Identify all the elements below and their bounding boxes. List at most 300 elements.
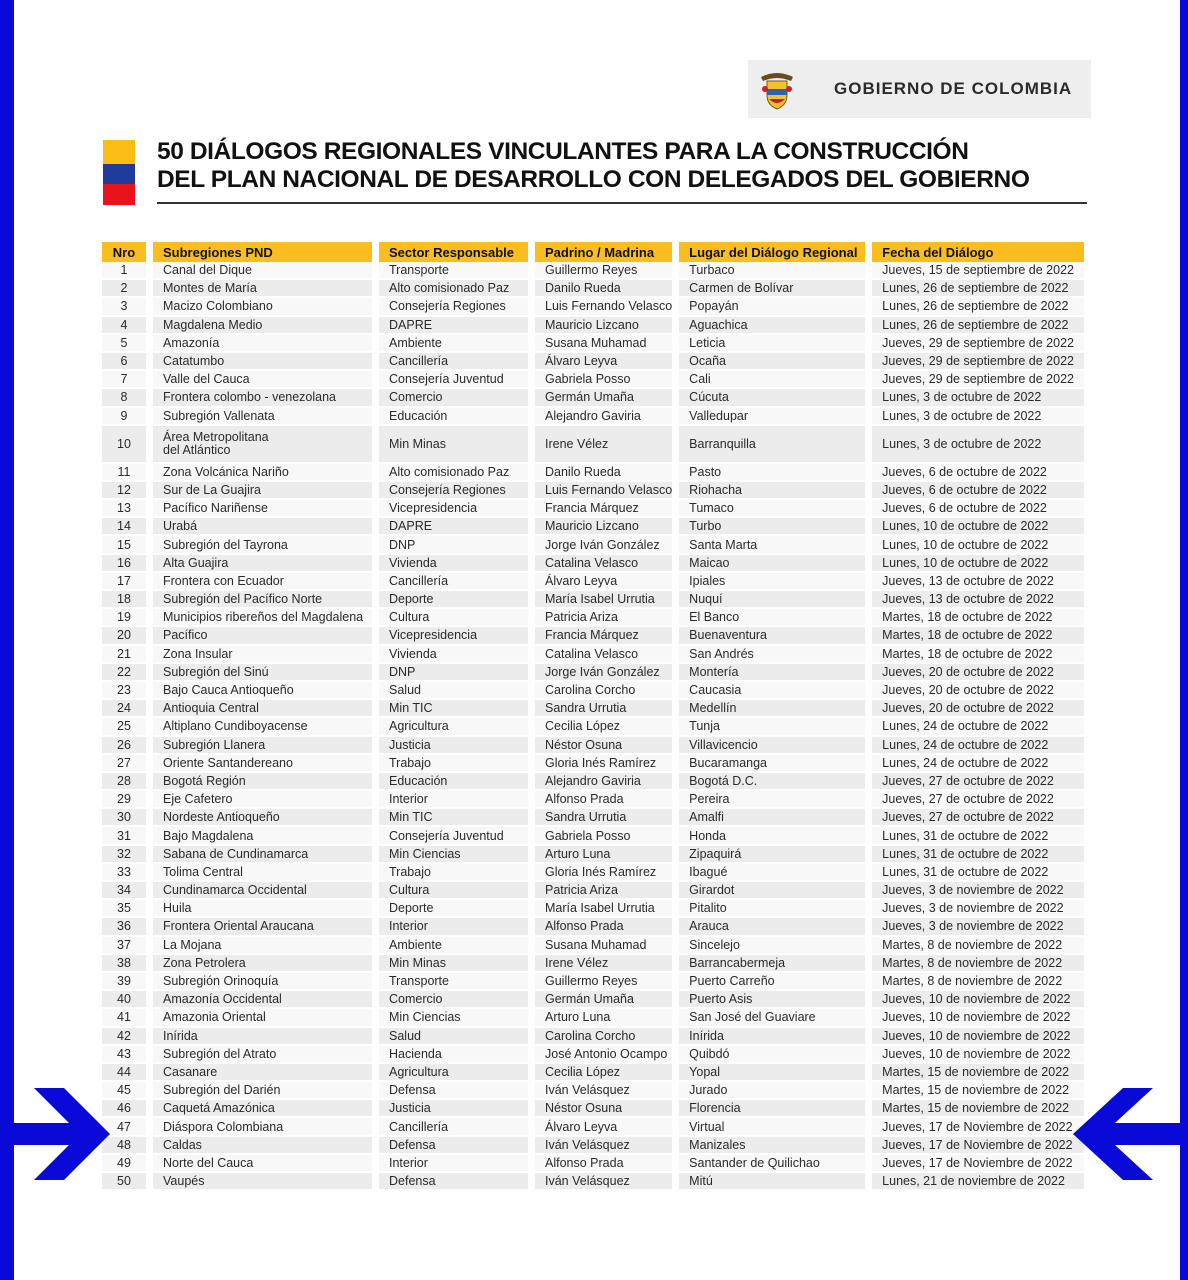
cell-nro: 11 <box>102 464 146 482</box>
cell-subregion: Frontera con Ecuador <box>153 573 372 591</box>
table-row <box>102 389 1084 407</box>
cell-sponsor: Carolina Corcho <box>535 682 672 700</box>
cell-date: Lunes, 3 de octubre de 2022 <box>872 389 1084 407</box>
coat-of-arms-icon <box>748 60 806 118</box>
cell-subregion: Bajo Magdalena <box>153 827 372 845</box>
cell-sector: Trabajo <box>379 755 528 773</box>
cell-sponsor: Gloria Inés Ramírez <box>535 755 672 773</box>
cell-sector: Vivienda <box>379 555 528 573</box>
cell-date: Jueves, 10 de noviembre de 2022 <box>872 1046 1084 1064</box>
cell-nro: 29 <box>102 791 146 809</box>
table-row <box>102 482 1084 500</box>
cell-location: San José del Guaviare <box>679 1009 865 1027</box>
cell-subregion: Sur de La Guajira <box>153 482 372 500</box>
table-row <box>102 1028 1084 1046</box>
cell-date: Martes, 15 de noviembre de 2022 <box>872 1064 1084 1082</box>
cell-sector: Comercio <box>379 389 528 407</box>
cell-date: Lunes, 21 de noviembre de 2022 <box>872 1173 1084 1191</box>
table-row <box>102 609 1084 627</box>
cell-sponsor: María Isabel Urrutia <box>535 591 672 609</box>
cell-sponsor: Mauricio Lizcano <box>535 317 672 335</box>
cell-sector: Cultura <box>379 609 528 627</box>
cell-date: Jueves, 15 de septiembre de 2022 <box>872 262 1084 280</box>
cell-sponsor: Sandra Urrutia <box>535 700 672 718</box>
cell-nro: 44 <box>102 1064 146 1082</box>
table-row <box>102 317 1084 335</box>
cell-location: Turbo <box>679 518 865 536</box>
cell-location: Leticia <box>679 335 865 353</box>
cell-nro: 15 <box>102 536 146 554</box>
cell-location: Caucasia <box>679 682 865 700</box>
cell-location: Carmen de Bolívar <box>679 280 865 298</box>
cell-date: Lunes, 10 de octubre de 2022 <box>872 536 1084 554</box>
cell-sponsor: Francia Márquez <box>535 627 672 645</box>
table-row <box>102 464 1084 482</box>
cell-date: Jueves, 27 de octubre de 2022 <box>872 773 1084 791</box>
cell-subregion: Tolima Central <box>153 864 372 882</box>
cell-sector: Educación <box>379 408 528 426</box>
cell-sponsor: Alfonso Prada <box>535 918 672 936</box>
cell-location: Popayán <box>679 298 865 316</box>
table-row <box>102 1082 1084 1100</box>
cell-subregion: Subregión Llanera <box>153 737 372 755</box>
cell-sector: Interior <box>379 918 528 936</box>
cell-nro: 21 <box>102 646 146 664</box>
cell-nro: 46 <box>102 1100 146 1118</box>
cell-nro: 28 <box>102 773 146 791</box>
table-row <box>102 1064 1084 1082</box>
cell-date: Lunes, 31 de octubre de 2022 <box>872 846 1084 864</box>
cell-date: Jueves, 29 de septiembre de 2022 <box>872 353 1084 371</box>
table-row <box>102 900 1084 918</box>
cell-sector: Cancillería <box>379 573 528 591</box>
cell-location: Honda <box>679 827 865 845</box>
cell-subregion: Catatumbo <box>153 353 372 371</box>
left-arrow-right-icon <box>1073 1088 1188 1180</box>
cell-sector: DAPRE <box>379 317 528 335</box>
cell-nro: 43 <box>102 1046 146 1064</box>
cell-date: Lunes, 24 de octubre de 2022 <box>872 737 1084 755</box>
cell-nro: 36 <box>102 918 146 936</box>
cell-date: Lunes, 26 de septiembre de 2022 <box>872 298 1084 316</box>
cell-sector: Vicepresidencia <box>379 627 528 645</box>
table-body <box>102 262 1084 1191</box>
cell-subregion: Subregión del Atrato <box>153 1046 372 1064</box>
cell-subregion: Subregión del Tayrona <box>153 536 372 554</box>
cell-sponsor: Cecilia López <box>535 1064 672 1082</box>
cell-sector: Agricultura <box>379 1064 528 1082</box>
table-row <box>102 1173 1084 1191</box>
table-row <box>102 664 1084 682</box>
cell-subregion: Caquetá Amazónica <box>153 1100 372 1118</box>
cell-nro: 50 <box>102 1173 146 1191</box>
title-underline <box>157 202 1087 204</box>
cell-nro: 5 <box>102 335 146 353</box>
table-row <box>102 882 1084 900</box>
cell-subregion: Pacífico <box>153 627 372 645</box>
table-row <box>102 973 1084 991</box>
cell-sponsor: Germán Umaña <box>535 991 672 1009</box>
table-row <box>102 1009 1084 1027</box>
cell-location: Florencia <box>679 1100 865 1118</box>
header-sponsor: Padrino / Madrina <box>535 242 672 262</box>
table-row <box>102 791 1084 809</box>
cell-nro: 49 <box>102 1155 146 1173</box>
cell-subregion: Altiplano Cundiboyacense <box>153 718 372 736</box>
table-row <box>102 773 1084 791</box>
cell-location: El Banco <box>679 609 865 627</box>
cell-nro: 26 <box>102 737 146 755</box>
cell-date: Lunes, 24 de octubre de 2022 <box>872 718 1084 736</box>
cell-nro: 6 <box>102 353 146 371</box>
cell-location: Santa Marta <box>679 536 865 554</box>
cell-date: Jueves, 13 de octubre de 2022 <box>872 591 1084 609</box>
cell-sector: Ambiente <box>379 937 528 955</box>
cell-subregion: Amazonía Occidental <box>153 991 372 1009</box>
cell-sector: Hacienda <box>379 1046 528 1064</box>
cell-date: Martes, 18 de octubre de 2022 <box>872 609 1084 627</box>
cell-location: Cali <box>679 371 865 389</box>
cell-location: Mitú <box>679 1173 865 1191</box>
cell-date: Jueves, 27 de octubre de 2022 <box>872 791 1084 809</box>
cell-subregion: Zona Petrolera <box>153 955 372 973</box>
cell-location: Tumaco <box>679 500 865 518</box>
cell-nro: 10 <box>102 426 146 464</box>
cell-subregion: Subregión del Darién <box>153 1082 372 1100</box>
table-row <box>102 627 1084 645</box>
cell-nro: 48 <box>102 1137 146 1155</box>
cell-sponsor: María Isabel Urrutia <box>535 900 672 918</box>
cell-date: Lunes, 10 de octubre de 2022 <box>872 555 1084 573</box>
cell-sponsor: Patricia Ariza <box>535 609 672 627</box>
cell-subregion: Eje Cafetero <box>153 791 372 809</box>
cell-sector: DAPRE <box>379 518 528 536</box>
table-row <box>102 555 1084 573</box>
cell-subregion: Caldas <box>153 1137 372 1155</box>
cell-sponsor: Luis Fernando Velasco <box>535 482 672 500</box>
cell-date: Jueves, 20 de octubre de 2022 <box>872 700 1084 718</box>
header-location: Lugar del Diálogo Regional <box>679 242 865 262</box>
cell-subregion: Bogotá Región <box>153 773 372 791</box>
table-row <box>102 500 1084 518</box>
cell-nro: 18 <box>102 591 146 609</box>
cell-nro: 27 <box>102 755 146 773</box>
cell-subregion: Frontera colombo - venezolana <box>153 389 372 407</box>
cell-sponsor: Alejandro Gaviria <box>535 773 672 791</box>
cell-nro: 39 <box>102 973 146 991</box>
cell-sponsor: Gloria Inés Ramírez <box>535 864 672 882</box>
cell-sponsor: Guillermo Reyes <box>535 973 672 991</box>
cell-sector: Salud <box>379 682 528 700</box>
cell-nro: 35 <box>102 900 146 918</box>
cell-sponsor: Danilo Rueda <box>535 280 672 298</box>
table-row <box>102 1137 1084 1155</box>
cell-sector: Deporte <box>379 591 528 609</box>
cell-subregion: Bajo Cauca Antioqueño <box>153 682 372 700</box>
cell-date: Lunes, 24 de octubre de 2022 <box>872 755 1084 773</box>
table-row <box>102 298 1084 316</box>
cell-location: Riohacha <box>679 482 865 500</box>
table-row <box>102 573 1084 591</box>
cell-subregion: Amazonia Oriental <box>153 1009 372 1027</box>
cell-sector: Cancillería <box>379 1118 528 1136</box>
cell-nro: 4 <box>102 317 146 335</box>
cell-date: Jueves, 10 de noviembre de 2022 <box>872 991 1084 1009</box>
cell-date: Lunes, 10 de octubre de 2022 <box>872 518 1084 536</box>
cell-subregion: Nordeste Antioqueño <box>153 809 372 827</box>
cell-sector: DNP <box>379 664 528 682</box>
cell-nro: 17 <box>102 573 146 591</box>
cell-location: Quibdó <box>679 1046 865 1064</box>
cell-date: Martes, 8 de noviembre de 2022 <box>872 955 1084 973</box>
cell-sponsor: Danilo Rueda <box>535 464 672 482</box>
cell-location: Ibagué <box>679 864 865 882</box>
table-row <box>102 864 1084 882</box>
cell-sector: Trabajo <box>379 864 528 882</box>
cell-subregion: Pacífico Nariñense <box>153 500 372 518</box>
header-date: Fecha del Diálogo <box>872 242 1084 262</box>
cell-sponsor: Guillermo Reyes <box>535 262 672 280</box>
cell-sector: Min Ciencias <box>379 1009 528 1027</box>
cell-sector: Min TIC <box>379 809 528 827</box>
cell-sector: Consejería Regiones <box>379 298 528 316</box>
cell-location: Virtual <box>679 1118 865 1136</box>
cell-subregion: Oriente Santandereano <box>153 755 372 773</box>
cell-location: Yopal <box>679 1064 865 1082</box>
cell-sponsor: Germán Umaña <box>535 389 672 407</box>
cell-sponsor: Alfonso Prada <box>535 791 672 809</box>
cell-date: Lunes, 3 de octubre de 2022 <box>872 408 1084 426</box>
page-title <box>157 138 1029 194</box>
cell-nro: 31 <box>102 827 146 845</box>
cell-date: Lunes, 26 de septiembre de 2022 <box>872 317 1084 335</box>
cell-date: Jueves, 17 de Noviembre de 2022 <box>872 1155 1084 1173</box>
cell-date: Jueves, 29 de septiembre de 2022 <box>872 371 1084 389</box>
cell-subregion: Subregión Vallenata <box>153 408 372 426</box>
cell-subregion: Municipios ribereños del Magdalena <box>153 609 372 627</box>
cell-location: Sincelejo <box>679 937 865 955</box>
cell-nro: 38 <box>102 955 146 973</box>
cell-date: Jueves, 6 de octubre de 2022 <box>872 482 1084 500</box>
cell-location: Bucaramanga <box>679 755 865 773</box>
cell-nro: 32 <box>102 846 146 864</box>
cell-sector: Cancillería <box>379 353 528 371</box>
government-logo-banner <box>748 60 1091 118</box>
cell-sponsor: Alfonso Prada <box>535 1155 672 1173</box>
cell-subregion: Norte del Cauca <box>153 1155 372 1173</box>
cell-date: Lunes, 26 de septiembre de 2022 <box>872 280 1084 298</box>
cell-subregion: Zona Volcánica Nariño <box>153 464 372 482</box>
table-row <box>102 536 1084 554</box>
cell-location: Ocaña <box>679 353 865 371</box>
cell-nro: 33 <box>102 864 146 882</box>
cell-location: Cúcuta <box>679 389 865 407</box>
cell-sponsor: Álvaro Leyva <box>535 353 672 371</box>
title-line-2: DEL PLAN NACIONAL DE DESARROLLO CON DELEGADOS DEL GOBIERNO <box>157 166 1030 193</box>
cell-sector: Transporte <box>379 973 528 991</box>
cell-subregion: Subregión Orinoquía <box>153 973 372 991</box>
cell-nro: 22 <box>102 664 146 682</box>
cell-location: Aguachica <box>679 317 865 335</box>
cell-sponsor: Sandra Urrutia <box>535 809 672 827</box>
cell-sponsor: Cecilia López <box>535 718 672 736</box>
cell-subregion: Canal del Dique <box>153 262 372 280</box>
table-row <box>102 408 1084 426</box>
cell-nro: 24 <box>102 700 146 718</box>
cell-subregion: Subregión del Pacífico Norte <box>153 591 372 609</box>
cell-nro: 30 <box>102 809 146 827</box>
cell-location: Buenaventura <box>679 627 865 645</box>
cell-sector: Educación <box>379 773 528 791</box>
cell-subregion: Alta Guajira <box>153 555 372 573</box>
cell-nro: 14 <box>102 518 146 536</box>
cell-sector: Justicia <box>379 1100 528 1118</box>
cell-date: Jueves, 17 de Noviembre de 2022 <box>872 1137 1084 1155</box>
cell-date: Jueves, 10 de noviembre de 2022 <box>872 1009 1084 1027</box>
table-row <box>102 646 1084 664</box>
cell-sponsor: Irene Vélez <box>535 426 672 464</box>
table-row <box>102 700 1084 718</box>
cell-nro: 20 <box>102 627 146 645</box>
cell-location: Turbaco <box>679 262 865 280</box>
cell-sponsor: Catalina Velasco <box>535 646 672 664</box>
cell-location: Puerto Carreño <box>679 973 865 991</box>
table-row <box>102 1100 1084 1118</box>
cell-sector: Alto comisionado Paz <box>379 280 528 298</box>
cell-date: Martes, 15 de noviembre de 2022 <box>872 1100 1084 1118</box>
cell-sponsor: Susana Muhamad <box>535 937 672 955</box>
cell-nro: 47 <box>102 1118 146 1136</box>
cell-sponsor: Francia Márquez <box>535 500 672 518</box>
cell-date: Jueves, 10 de noviembre de 2022 <box>872 1028 1084 1046</box>
cell-sponsor: Arturo Luna <box>535 846 672 864</box>
cell-location: Santander de Quilichao <box>679 1155 865 1173</box>
table-row <box>102 918 1084 936</box>
cell-sector: DNP <box>379 536 528 554</box>
cell-sponsor: Arturo Luna <box>535 1009 672 1027</box>
cell-location: Puerto Asis <box>679 991 865 1009</box>
cell-location: Tunja <box>679 718 865 736</box>
cell-subregion: Valle del Cauca <box>153 371 372 389</box>
cell-nro: 40 <box>102 991 146 1009</box>
cell-location: Bogotá D.C. <box>679 773 865 791</box>
table-row <box>102 755 1084 773</box>
cell-location: Amalfi <box>679 809 865 827</box>
cell-subregion: Urabá <box>153 518 372 536</box>
table-row <box>102 991 1084 1009</box>
cell-subregion: Magdalena Medio <box>153 317 372 335</box>
cell-subregion: La Mojana <box>153 937 372 955</box>
table-header-row <box>102 242 1084 262</box>
header-subregion: Subregiones PND <box>153 242 372 262</box>
cell-sector: Defensa <box>379 1082 528 1100</box>
cell-location: Arauca <box>679 918 865 936</box>
table-row <box>102 335 1084 353</box>
cell-location: Manizales <box>679 1137 865 1155</box>
cell-sponsor: José Antonio Ocampo <box>535 1046 672 1064</box>
table-row <box>102 809 1084 827</box>
cell-date: Jueves, 3 de noviembre de 2022 <box>872 918 1084 936</box>
table-row <box>102 262 1084 280</box>
table-row <box>102 1046 1084 1064</box>
cell-nro: 25 <box>102 718 146 736</box>
cell-date: Jueves, 3 de noviembre de 2022 <box>872 900 1084 918</box>
colombia-flag-icon <box>103 140 135 205</box>
cell-nro: 37 <box>102 937 146 955</box>
cell-location: Pitalito <box>679 900 865 918</box>
cell-location: Barrancabermeja <box>679 955 865 973</box>
cell-sponsor: Catalina Velasco <box>535 555 672 573</box>
cell-sponsor: Alejandro Gaviria <box>535 408 672 426</box>
cell-sector: Consejería Juventud <box>379 371 528 389</box>
cell-location: Ipiales <box>679 573 865 591</box>
cell-date: Jueves, 13 de octubre de 2022 <box>872 573 1084 591</box>
cell-sector: Justicia <box>379 737 528 755</box>
cell-sector: Cultura <box>379 882 528 900</box>
cell-subregion: Área Metropolitana del Atlántico <box>153 426 372 464</box>
cell-sponsor: Néstor Osuna <box>535 737 672 755</box>
cell-subregion: Diáspora Colombiana <box>153 1118 372 1136</box>
cell-sponsor: Iván Velásquez <box>535 1173 672 1191</box>
table-row <box>102 518 1084 536</box>
cell-location: Montería <box>679 664 865 682</box>
cell-date: Jueves, 27 de octubre de 2022 <box>872 809 1084 827</box>
cell-subregion: Subregión del Sinú <box>153 664 372 682</box>
right-arrow-left-icon <box>0 1088 110 1180</box>
cell-sector: Min Ciencias <box>379 846 528 864</box>
cell-nro: 12 <box>102 482 146 500</box>
cell-nro: 2 <box>102 280 146 298</box>
table-row <box>102 280 1084 298</box>
table-row <box>102 371 1084 389</box>
cell-sponsor: Patricia Ariza <box>535 882 672 900</box>
table-row <box>102 737 1084 755</box>
government-label: GOBIERNO DE COLOMBIA <box>834 79 1073 98</box>
cell-nro: 3 <box>102 298 146 316</box>
cell-location: Zipaquirá <box>679 846 865 864</box>
cell-date: Jueves, 29 de septiembre de 2022 <box>872 335 1084 353</box>
cell-sponsor: Jorge Iván González <box>535 664 672 682</box>
cell-sponsor: Jorge Iván González <box>535 536 672 554</box>
table-row <box>102 682 1084 700</box>
cell-location: Nuquí <box>679 591 865 609</box>
cell-date: Jueves, 6 de octubre de 2022 <box>872 500 1084 518</box>
table-row <box>102 591 1084 609</box>
cell-nro: 19 <box>102 609 146 627</box>
cell-sponsor: Gabriela Posso <box>535 827 672 845</box>
cell-sponsor: Iván Velásquez <box>535 1082 672 1100</box>
cell-subregion: Frontera Oriental Araucana <box>153 918 372 936</box>
cell-date: Martes, 15 de noviembre de 2022 <box>872 1082 1084 1100</box>
cell-location: Villavicencio <box>679 737 865 755</box>
cell-sponsor: Néstor Osuna <box>535 1100 672 1118</box>
cell-date: Martes, 18 de octubre de 2022 <box>872 646 1084 664</box>
table-row <box>102 426 1084 464</box>
cell-date: Jueves, 20 de octubre de 2022 <box>872 664 1084 682</box>
cell-sector: Interior <box>379 791 528 809</box>
cell-nro: 13 <box>102 500 146 518</box>
cell-nro: 42 <box>102 1028 146 1046</box>
cell-sector: Vicepresidencia <box>379 500 528 518</box>
table-row <box>102 1155 1084 1173</box>
table-row <box>102 937 1084 955</box>
cell-sector: Vivienda <box>379 646 528 664</box>
cell-nro: 41 <box>102 1009 146 1027</box>
table-row <box>102 718 1084 736</box>
table-row <box>102 353 1084 371</box>
table-row <box>102 955 1084 973</box>
cell-sponsor: Iván Velásquez <box>535 1137 672 1155</box>
